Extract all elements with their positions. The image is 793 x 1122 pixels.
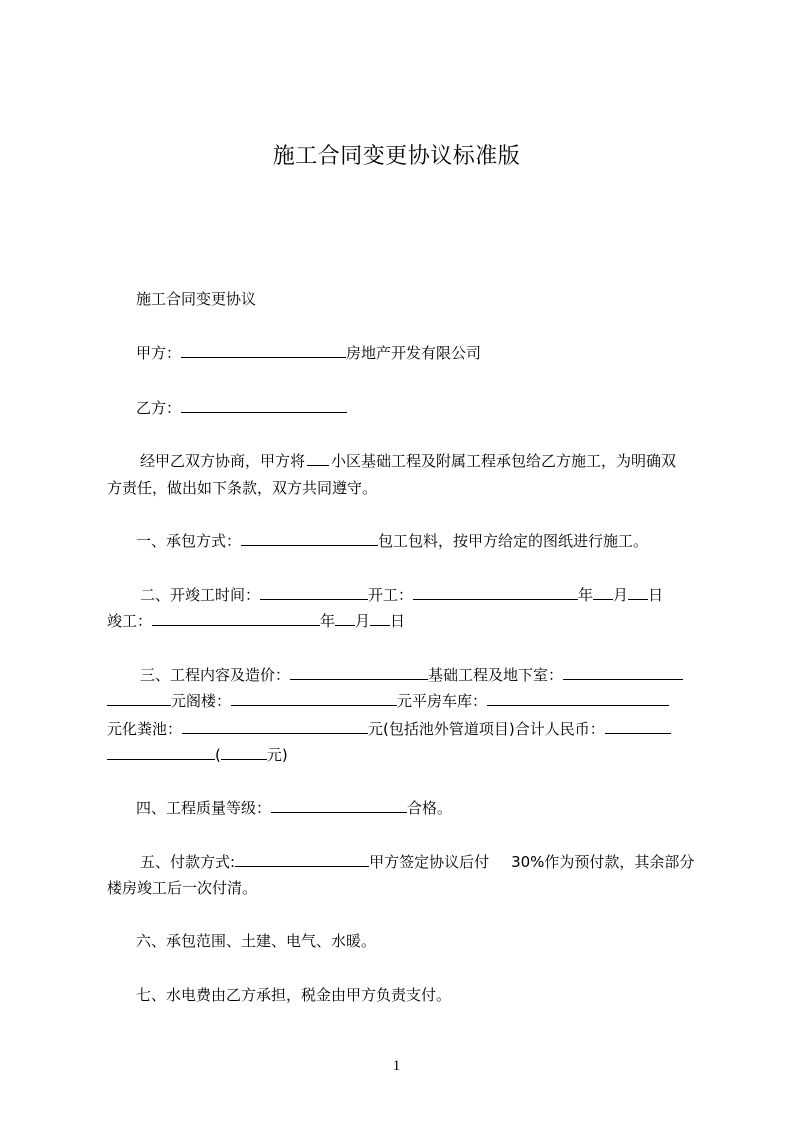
basement-cost-blank-cont bbox=[107, 690, 171, 706]
start-day-blank bbox=[628, 584, 648, 600]
party-a-line bbox=[136, 342, 481, 364]
party-b-label: 乙方： bbox=[136, 399, 182, 417]
party-b-name-blank bbox=[181, 397, 347, 413]
start-month-label: 月 bbox=[613, 586, 629, 604]
paren-open: ( bbox=[215, 746, 221, 764]
content-cost-blank bbox=[290, 664, 428, 680]
clause-1-text: 包工包料，按甲方给定的图纸进行施工。 bbox=[378, 532, 649, 550]
end-year-label: 年 bbox=[320, 612, 336, 630]
project-name-blank bbox=[307, 450, 329, 466]
paren-close: 元) bbox=[266, 746, 288, 764]
start-year-label: 年 bbox=[578, 586, 594, 604]
basement-cost-blank bbox=[563, 664, 683, 680]
total-rmb-blank bbox=[605, 718, 671, 734]
end-month-label: 月 bbox=[355, 612, 371, 630]
clause-4 bbox=[136, 797, 452, 819]
total-amount-blank bbox=[221, 744, 267, 760]
start-date-blank bbox=[413, 584, 578, 600]
end-month-blank bbox=[335, 610, 355, 626]
end-date-blank bbox=[152, 610, 320, 626]
clause-3-line-2 bbox=[107, 690, 669, 712]
party-b-line bbox=[136, 397, 347, 419]
agreement-heading: 施工合同变更协议 bbox=[136, 290, 257, 308]
garage-cost-blank bbox=[487, 690, 669, 706]
clause-5-label: 五、付款方式: bbox=[140, 853, 236, 871]
clause-5-text2: 作为预付款，其余部分 bbox=[544, 853, 695, 871]
garage-label: 元平房车库： bbox=[397, 692, 488, 710]
clause-4-text: 合格。 bbox=[407, 799, 453, 817]
attic-label: 元阁楼： bbox=[171, 692, 232, 710]
document-title: 施工合同变更协议标准版 bbox=[272, 144, 521, 169]
start-day-label: 日 bbox=[648, 586, 664, 604]
clause-5-line-2: 楼房竣工后一次付清。 bbox=[107, 879, 258, 897]
start-month-blank bbox=[593, 584, 613, 600]
intro-part2: 小区基础工程及附属工程承包给乙方施工，为明确双 bbox=[331, 452, 677, 470]
party-a-name-blank bbox=[181, 342, 346, 358]
basement-label: 基础工程及地下室： bbox=[428, 666, 564, 684]
party-a-label: 甲方： bbox=[136, 344, 182, 362]
payment-method-blank bbox=[235, 851, 369, 867]
clause-4-label: 四、工程质量等级： bbox=[136, 799, 272, 817]
pipes-label: 元(包括池外管道项目)合计人民币： bbox=[368, 720, 605, 738]
end-day-label: 日 bbox=[390, 612, 406, 630]
clause-1-label: 一、承包方式： bbox=[136, 532, 242, 550]
schedule-blank bbox=[260, 584, 368, 600]
clause-5-text1: 甲方签定协议后付 bbox=[369, 853, 490, 871]
septic-cost-blank bbox=[182, 718, 368, 734]
start-label: 开工： bbox=[368, 586, 414, 604]
clause-2-label: 二、开竣工时间： bbox=[140, 586, 261, 604]
end-label: 竣工： bbox=[107, 612, 153, 630]
intro-line-1 bbox=[140, 450, 676, 472]
clause-3-line-3 bbox=[107, 718, 671, 740]
clause-3-line-1 bbox=[140, 664, 683, 686]
contract-method-blank bbox=[241, 530, 378, 546]
septic-label: 元化粪池： bbox=[107, 720, 183, 738]
clause-7: 七、水电费由乙方承担，税金由甲方负责支付。 bbox=[136, 986, 452, 1004]
clause-1 bbox=[136, 530, 648, 552]
page-number: 1 bbox=[392, 1058, 401, 1074]
clause-6: 六、承包范围、土建、电气、水暖。 bbox=[136, 932, 377, 950]
prepayment-percent: 30% bbox=[511, 853, 545, 871]
party-a-suffix: 房地产开发有限公司 bbox=[346, 344, 482, 362]
clause-3-label: 三、工程内容及造价： bbox=[140, 666, 291, 684]
clause-2-line-1 bbox=[140, 584, 663, 606]
total-rmb-blank-cont bbox=[107, 744, 215, 760]
end-day-blank bbox=[370, 610, 390, 626]
quality-grade-blank bbox=[271, 797, 407, 813]
clause-2-line-2 bbox=[107, 610, 405, 632]
intro-line-2: 方责任，做出如下条款，双方共同遵守。 bbox=[107, 479, 378, 497]
clause-5-line-1 bbox=[140, 851, 694, 873]
clause-3-line-4 bbox=[107, 744, 288, 766]
intro-part1: 经甲乙双方协商，甲方将 bbox=[140, 452, 306, 470]
attic-cost-blank bbox=[231, 690, 397, 706]
